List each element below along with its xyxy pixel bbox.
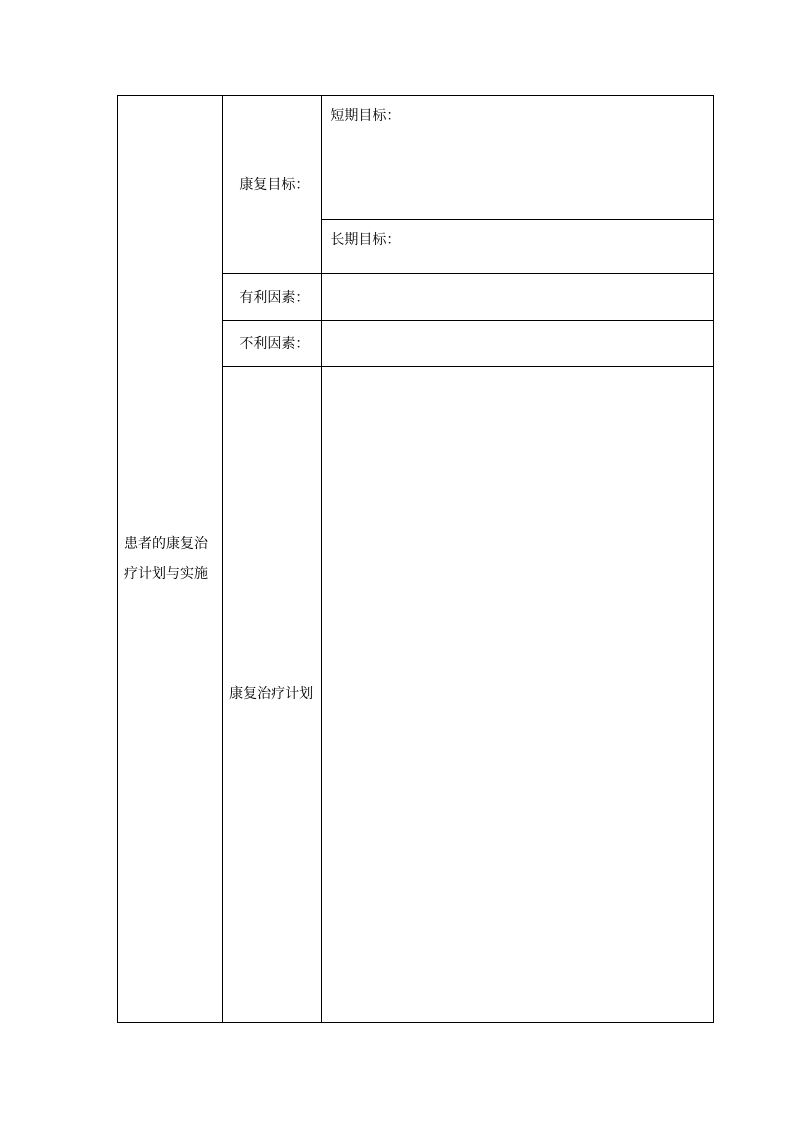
- unfavorable-factors-label-cell: [223, 320, 322, 366]
- section-label-cell: [118, 96, 223, 1023]
- rehab-plan-field[interactable]: [322, 366, 714, 1022]
- table-row: [118, 96, 714, 220]
- unfavorable-factors-label: 不利因素：: [239, 336, 310, 353]
- rehab-goal-label-cell: [223, 96, 322, 274]
- section-label: 患者的康复治疗计划与实施: [124, 536, 208, 582]
- rehab-plan-table: [117, 95, 714, 1023]
- rehab-plan-label-cell: [223, 366, 322, 1022]
- favorable-factors-field[interactable]: [322, 273, 714, 320]
- favorable-factors-label: 有利因素：: [239, 289, 310, 306]
- rehab-goal-label: 康复目标：: [239, 177, 310, 194]
- short-term-goal-cell[interactable]: [322, 96, 714, 220]
- favorable-factors-label-cell: [223, 273, 322, 320]
- unfavorable-factors-field[interactable]: [322, 320, 714, 366]
- short-term-goal-label: 短期目标：: [330, 108, 401, 124]
- long-term-goal-label: 长期目标：: [330, 232, 401, 249]
- rehab-plan-label: 康复治疗计划: [229, 686, 314, 703]
- long-term-goal-cell[interactable]: [322, 220, 714, 273]
